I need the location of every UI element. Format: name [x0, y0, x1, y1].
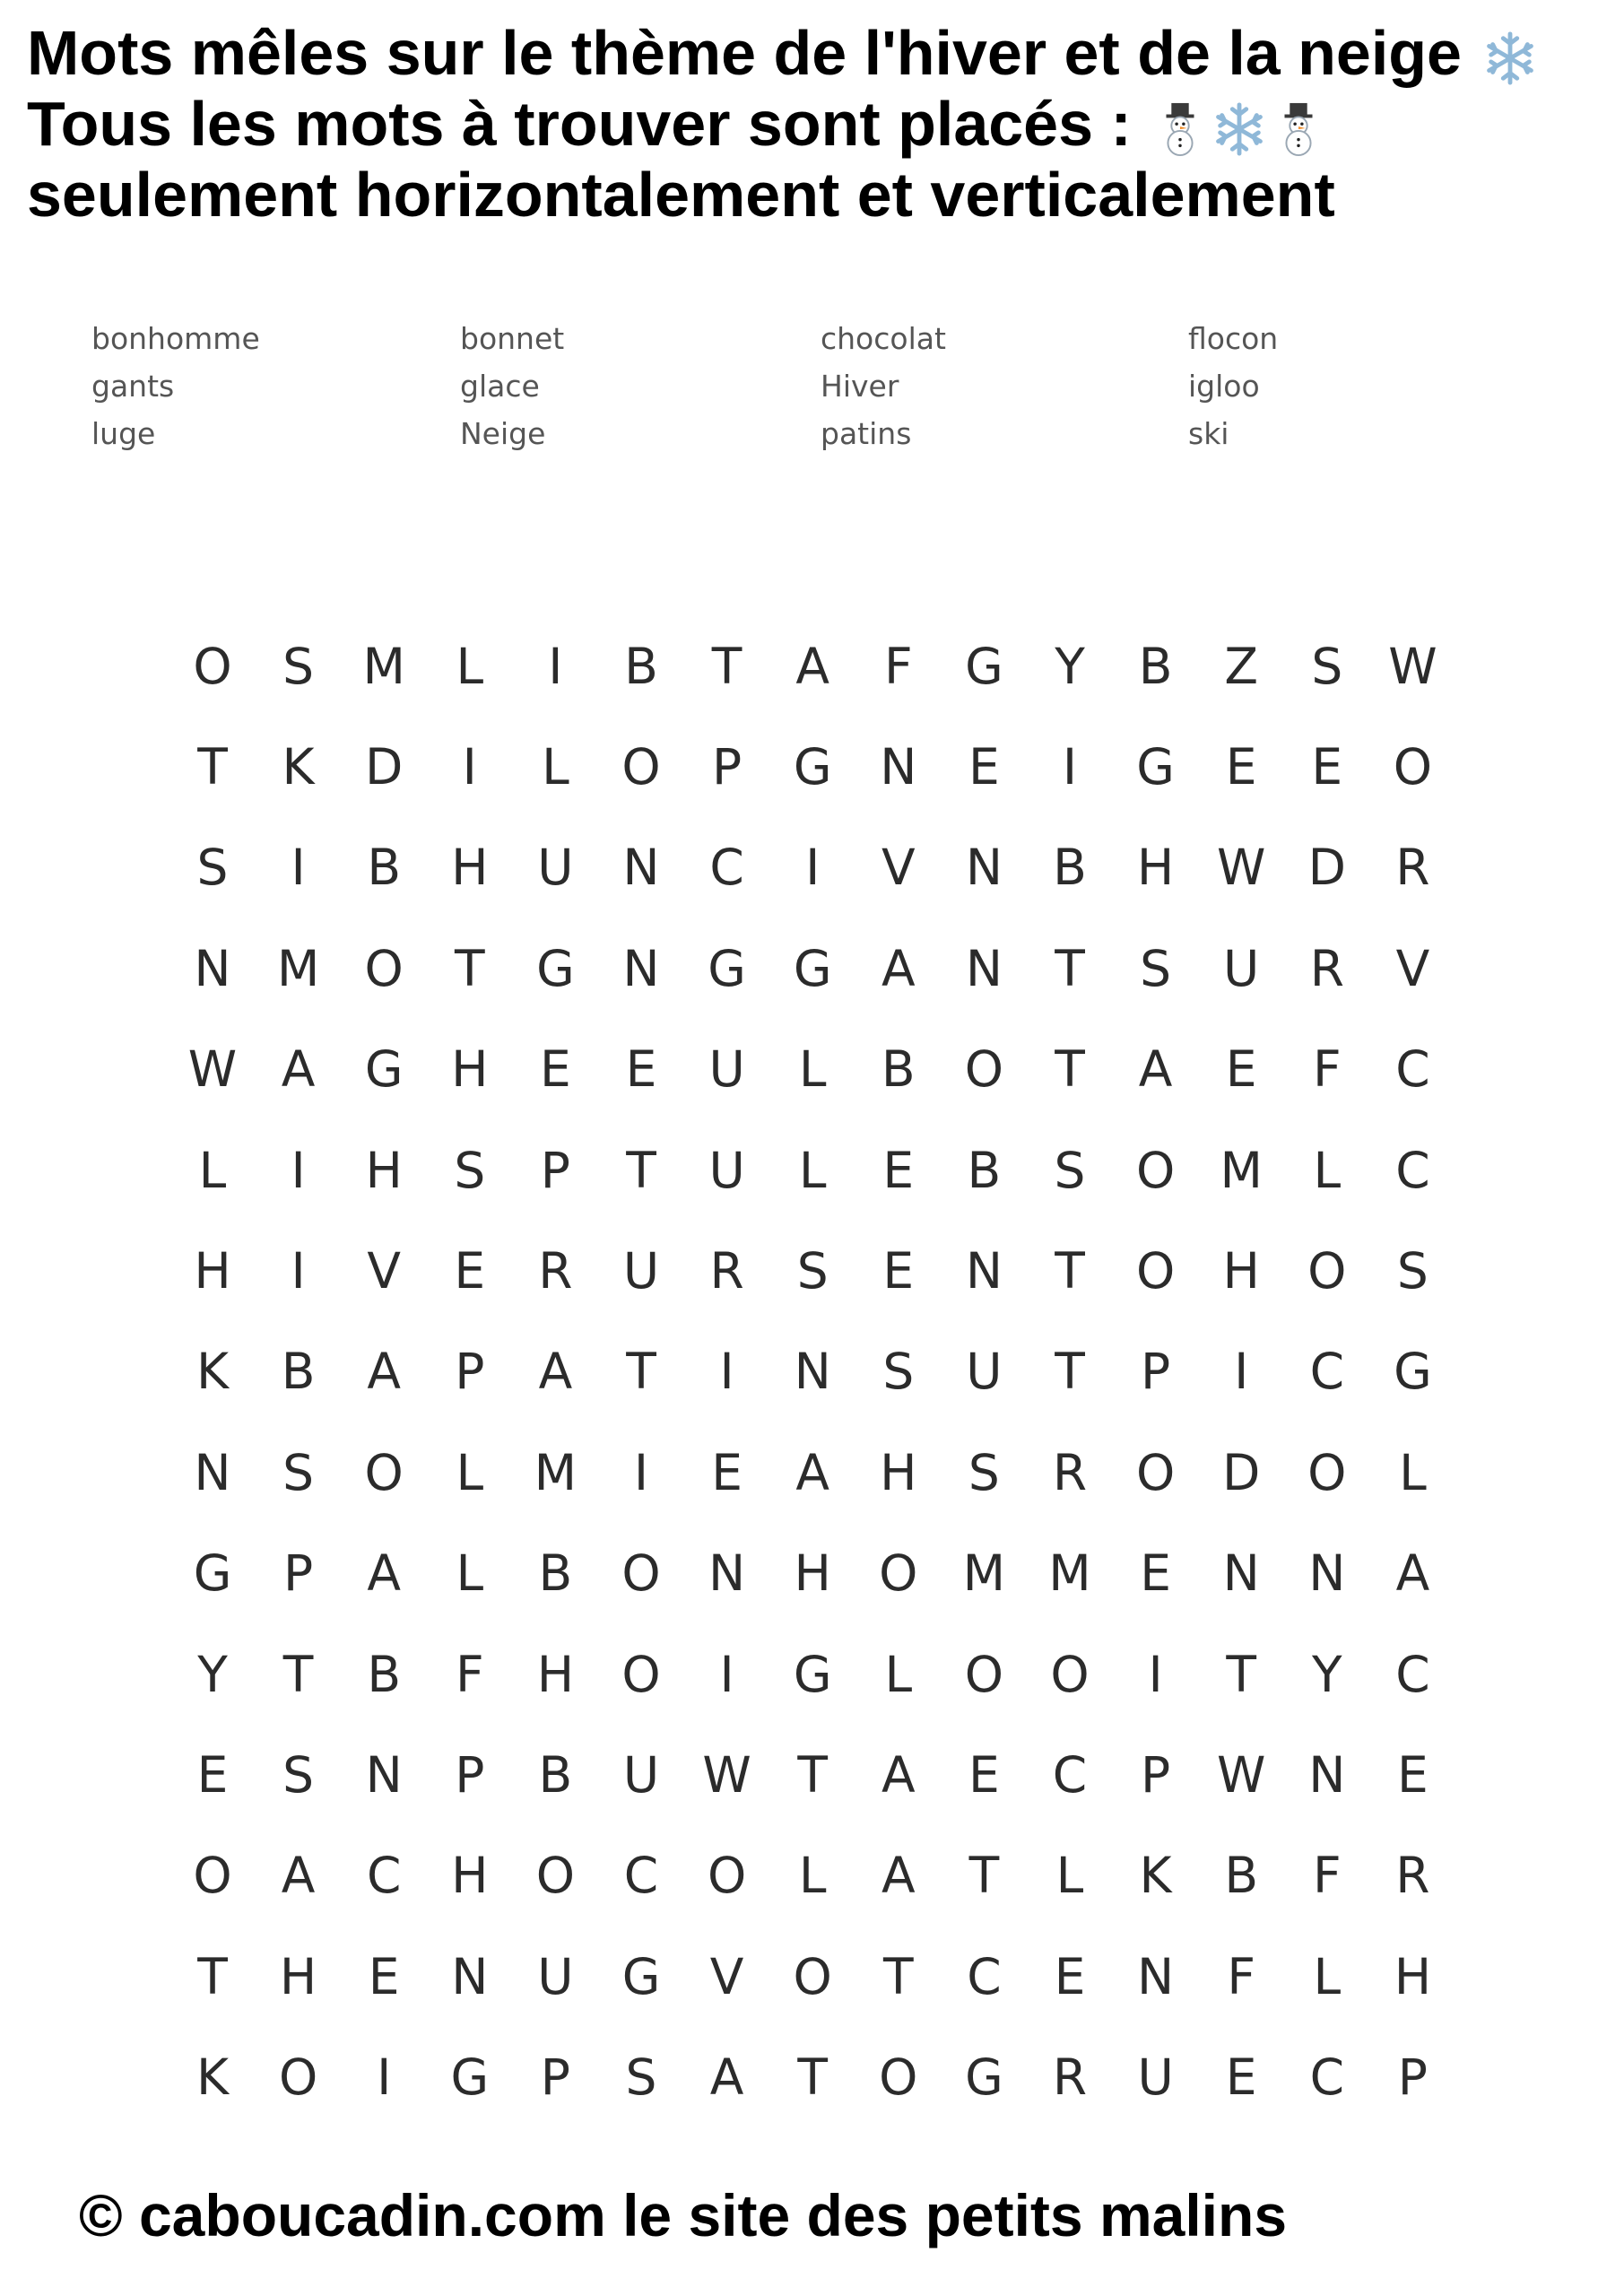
grid-cell[interactable]: H [1136, 839, 1175, 897]
grid-cell[interactable]: D [1307, 839, 1346, 897]
grid-cell[interactable]: P [1397, 2048, 1428, 2107]
grid-cell[interactable]: G [450, 2048, 490, 2107]
grid-cell[interactable]: E [968, 737, 1000, 796]
grid-cell[interactable]: B [538, 1544, 573, 1603]
grid-cell[interactable]: N [708, 1544, 746, 1603]
grid-cell[interactable]: O [1135, 1141, 1176, 1199]
grid-cell[interactable]: O [964, 1645, 1004, 1703]
grid-cell[interactable]: K [195, 1343, 230, 1401]
grid-cell[interactable]: S [196, 839, 229, 897]
grid-cell[interactable]: A [881, 939, 916, 997]
grid-cell[interactable]: A [281, 1040, 316, 1099]
grid-cell[interactable]: I [291, 839, 306, 897]
grid-cell[interactable]: O [621, 1544, 661, 1603]
grid-cell[interactable]: Z [1224, 637, 1259, 695]
grid-cell[interactable]: A [795, 637, 829, 695]
grid-cell[interactable]: N [622, 939, 660, 997]
grid-cell[interactable]: B [538, 1745, 573, 1804]
grid-cell[interactable]: W [187, 1040, 238, 1099]
grid-cell[interactable]: P [540, 1141, 570, 1199]
grid-cell[interactable]: S [625, 2048, 657, 2107]
grid-cell[interactable]: G [793, 939, 832, 997]
grid-cell[interactable]: D [365, 737, 404, 796]
grid-cell[interactable]: I [462, 737, 477, 796]
grid-cell[interactable]: S [1311, 637, 1343, 695]
grid-cell[interactable]: O [1050, 1645, 1090, 1703]
grid-cell[interactable]: E [882, 1241, 915, 1300]
word-list-item: luge [91, 416, 156, 451]
grid-cell[interactable]: R [1052, 1443, 1088, 1501]
word-list-item: ski [1188, 416, 1229, 451]
grid-cell[interactable]: O [278, 2048, 318, 2107]
grid-cell[interactable]: I [1148, 1645, 1163, 1703]
grid-cell[interactable]: S [796, 1241, 829, 1300]
word-list-item: Hiver [821, 369, 899, 404]
grid-cell[interactable]: O [707, 1847, 747, 1905]
word-list [0, 321, 1624, 474]
grid-cell[interactable]: B [367, 839, 402, 897]
grid-cell[interactable]: N [1308, 1544, 1346, 1603]
grid-cell[interactable]: O [1307, 1443, 1347, 1501]
grid-cell[interactable]: L [456, 1544, 484, 1603]
grid-cell[interactable]: M [534, 1443, 578, 1501]
grid-cell[interactable]: R [1052, 2048, 1088, 2107]
grid-cell[interactable]: O [1307, 1241, 1347, 1300]
grid-cell[interactable]: E [711, 1443, 743, 1501]
grid-cell[interactable]: H [279, 1947, 317, 2005]
grid-cell[interactable]: M [1048, 1544, 1091, 1603]
grid-cell[interactable]: O [621, 1645, 661, 1703]
grid-cell[interactable]: Y [197, 1645, 228, 1703]
grid-cell[interactable]: T [882, 1947, 914, 2005]
grid-cell[interactable]: N [965, 939, 1003, 997]
grid-cell[interactable]: F [455, 1645, 484, 1703]
grid-cell[interactable]: I [291, 1141, 306, 1199]
grid-cell[interactable]: N [622, 839, 660, 897]
grid-cell[interactable]: G [793, 1645, 832, 1703]
grid-cell[interactable]: E [625, 1040, 657, 1099]
title-line-2 [27, 89, 1605, 160]
grid-cell[interactable]: N [1137, 1947, 1175, 2005]
grid-cell[interactable]: O [1393, 737, 1433, 796]
snowflake-icon [1211, 101, 1267, 157]
grid-cell[interactable]: H [536, 1645, 575, 1703]
grid-cell[interactable]: N [1222, 1544, 1260, 1603]
grid-cell[interactable]: I [805, 839, 821, 897]
grid-cell[interactable]: H [451, 1040, 489, 1099]
grid-cell[interactable]: O [1135, 1241, 1176, 1300]
grid-cell[interactable]: R [709, 1241, 744, 1300]
grid-cell[interactable]: T [1055, 1343, 1085, 1401]
grid-cell[interactable]: L [798, 1141, 827, 1199]
grid-cell[interactable]: S [282, 1745, 315, 1804]
grid-cell[interactable]: F [883, 637, 913, 695]
grid-cell[interactable]: T [797, 2048, 828, 2107]
grid-cell[interactable]: T [626, 1343, 656, 1401]
grid-cell[interactable]: G [364, 1040, 404, 1099]
grid-cell[interactable]: W [1216, 1745, 1266, 1804]
word-list-item: patins [821, 416, 912, 451]
grid-cell[interactable]: A [1138, 1040, 1173, 1099]
footer-copyright: © caboucadin.com le site des petits malins [79, 2182, 1288, 2248]
snowflake-icon [1482, 30, 1538, 86]
grid-cell[interactable]: R [538, 1241, 573, 1300]
grid-cell[interactable]: F [1227, 1947, 1255, 2005]
grid-cell[interactable]: H [194, 1241, 231, 1300]
grid-cell[interactable]: U [622, 1241, 660, 1300]
grid-cell[interactable]: B [367, 1645, 402, 1703]
grid-cell[interactable]: I [1062, 737, 1078, 796]
grid-cell[interactable]: P [283, 1544, 314, 1603]
grid-cell[interactable]: H [880, 1443, 917, 1501]
grid-cell[interactable]: C [1309, 2048, 1344, 2107]
grid-cell[interactable]: G [1394, 1343, 1432, 1401]
grid-cell[interactable]: O [364, 1443, 404, 1501]
grid-cell[interactable]: L [542, 737, 569, 796]
grid-cell[interactable]: B [1053, 839, 1087, 897]
grid-cell[interactable]: T [197, 1947, 228, 2005]
grid-cell[interactable]: T [1055, 939, 1085, 997]
grid-cell[interactable]: V [1395, 939, 1430, 997]
grid-cell[interactable]: A [281, 1847, 316, 1905]
grid-cell[interactable]: U [537, 1947, 574, 2005]
grid-cell[interactable]: D [1222, 1443, 1261, 1501]
grid-cell[interactable]: S [1054, 1141, 1086, 1199]
title-line-1-text: Mots mêles sur le thème de l'hiver et de la neige [27, 18, 1462, 88]
grid-cell[interactable]: Y [1055, 637, 1085, 695]
grid-cell[interactable]: A [367, 1544, 401, 1603]
grid-cell[interactable]: W [1388, 637, 1437, 695]
grid-cell[interactable]: E [1140, 1544, 1171, 1603]
grid-cell[interactable]: N [451, 1947, 489, 2005]
grid-cell[interactable]: C [1395, 1141, 1430, 1199]
grid-cell[interactable]: C [1395, 1040, 1430, 1099]
grid-cell[interactable]: Y [1311, 1645, 1342, 1703]
grid-cell[interactable]: I [291, 1241, 306, 1300]
grid-cell[interactable]: W [1216, 839, 1266, 897]
grid-cell[interactable]: L [1313, 1141, 1342, 1199]
grid-cell[interactable]: I [548, 637, 563, 695]
grid-cell[interactable]: A [1395, 1544, 1430, 1603]
grid-cell[interactable]: I [719, 1343, 734, 1401]
title-line-1 [27, 18, 1605, 89]
grid-cell[interactable]: T [282, 1645, 314, 1703]
grid-cell[interactable]: R [1395, 839, 1430, 897]
title-line-3: seulement horizontalement et verticalement [27, 160, 1335, 230]
grid-cell[interactable]: H [794, 1544, 831, 1603]
grid-cell[interactable]: N [194, 939, 231, 997]
grid-cell[interactable]: L [456, 1443, 484, 1501]
grid-cell[interactable]: T [968, 1847, 1000, 1905]
snowman-icon [1152, 101, 1208, 157]
grid-cell[interactable]: A [881, 1745, 916, 1804]
grid-cell[interactable]: B [624, 637, 658, 695]
word-list-item: Neige [460, 416, 546, 451]
grid-cell[interactable]: N [880, 737, 917, 796]
grid-cell[interactable]: T [197, 737, 228, 796]
grid-cell[interactable]: M [962, 1544, 1006, 1603]
word-list-item: glace [460, 369, 540, 404]
grid-cell[interactable]: N [965, 839, 1003, 897]
grid-cell[interactable]: T [454, 939, 485, 997]
grid-cell[interactable]: G [965, 2048, 1003, 2107]
grid-cell[interactable]: T [797, 1745, 828, 1804]
grid-cell[interactable]: A [795, 1443, 829, 1501]
grid-cell[interactable]: H [451, 839, 489, 897]
grid-cell[interactable]: I [1234, 1343, 1249, 1401]
grid-cell[interactable]: P [1141, 1343, 1171, 1401]
grid-cell[interactable]: P [712, 737, 743, 796]
grid-cell[interactable]: N [965, 1241, 1003, 1300]
grid-cell[interactable]: O [879, 2048, 918, 2107]
grid-cell[interactable]: N [794, 1343, 831, 1401]
word-list-item: gants [91, 369, 175, 404]
word-list-item: bonhomme [91, 321, 260, 356]
word-list-item: bonnet [460, 321, 565, 356]
grid-cell[interactable]: G [708, 939, 746, 997]
grid-cell[interactable]: U [708, 1040, 745, 1099]
grid-cell[interactable]: S [1396, 1241, 1429, 1300]
grid-cell[interactable]: L [198, 1141, 227, 1199]
grid-cell[interactable]: B [1224, 1847, 1259, 1905]
grid-cell[interactable]: C [709, 839, 744, 897]
grid-cell[interactable]: G [621, 1947, 661, 2005]
grid-cell[interactable]: G [965, 637, 1003, 695]
grid-cell[interactable]: N [194, 1443, 231, 1501]
grid-cell[interactable]: P [540, 2048, 570, 2107]
grid-cell[interactable]: B [1138, 637, 1173, 695]
grid-cell[interactable]: C [366, 1847, 402, 1905]
grid-cell[interactable]: S [1140, 939, 1172, 997]
grid-cell[interactable]: O [1135, 1443, 1176, 1501]
grid-cell[interactable]: H [451, 1847, 489, 1905]
grid-cell[interactable]: B [967, 1141, 1002, 1199]
grid-cell[interactable]: M [276, 939, 320, 997]
grid-cell[interactable]: T [626, 1141, 656, 1199]
grid-cell[interactable]: F [1312, 1040, 1342, 1099]
grid-cell[interactable]: H [1222, 1241, 1260, 1300]
grid-cell[interactable]: V [367, 1241, 401, 1300]
grid-cell[interactable]: G [793, 737, 832, 796]
grid-cell[interactable]: I [719, 1645, 734, 1703]
snowman-icon [1271, 101, 1326, 157]
grid-cell[interactable]: O [193, 1847, 232, 1905]
grid-cell[interactable]: A [881, 1847, 916, 1905]
grid-cell[interactable]: S [882, 1343, 915, 1401]
grid-cell[interactable]: L [456, 637, 484, 695]
grid-cell[interactable]: V [709, 1947, 744, 2005]
grid-cell[interactable]: N [1308, 1745, 1346, 1804]
grid-cell[interactable]: O [964, 1040, 1004, 1099]
word-list-item: flocon [1188, 321, 1279, 356]
grid-cell[interactable]: I [633, 1443, 649, 1501]
grid-cell[interactable]: T [1055, 1241, 1085, 1300]
grid-cell[interactable]: U [966, 1343, 1003, 1401]
grid-cell[interactable]: A [367, 1343, 401, 1401]
grid-cell[interactable]: V [881, 839, 916, 897]
letter-grid [0, 619, 1624, 2152]
grid-cell[interactable]: E [1311, 737, 1343, 796]
grid-cell[interactable]: S [282, 637, 315, 695]
grid-cell[interactable]: K [195, 2048, 230, 2107]
grid-cell[interactable]: L [1313, 1947, 1342, 2005]
grid-cell[interactable]: O [879, 1544, 918, 1603]
grid-cell[interactable]: K [1139, 1847, 1172, 1905]
grid-cell[interactable]: K [282, 737, 315, 796]
grid-cell[interactable]: U [1137, 2048, 1174, 2107]
grid-cell[interactable]: E [1054, 1947, 1086, 2005]
grid-cell[interactable]: T [1226, 1645, 1256, 1703]
grid-cell[interactable]: T [1055, 1040, 1085, 1099]
grid-cell[interactable]: G [536, 939, 575, 997]
grid-cell[interactable]: E [368, 1947, 400, 2005]
grid-cell[interactable]: G [1136, 737, 1175, 796]
grid-cell[interactable]: E [968, 1745, 1000, 1804]
grid-cell[interactable]: T [711, 637, 743, 695]
grid-cell[interactable]: C [1395, 1645, 1430, 1703]
grid-cell[interactable]: P [455, 1343, 485, 1401]
grid-cell[interactable]: L [798, 1847, 827, 1905]
grid-cell[interactable]: C [967, 1947, 1002, 2005]
word-list-item: chocolat [821, 321, 946, 356]
grid-cell[interactable]: O [364, 939, 404, 997]
grid-cell[interactable]: C [623, 1847, 659, 1905]
grid-cell[interactable]: H [1394, 1947, 1432, 2005]
grid-cell[interactable]: N [365, 1745, 403, 1804]
grid-cell[interactable]: E [1225, 2048, 1257, 2107]
grid-cell[interactable]: U [1223, 939, 1260, 997]
grid-cell[interactable]: S [454, 1141, 486, 1199]
grid-cell[interactable]: F [1312, 1847, 1342, 1905]
grid-cell[interactable]: L [1055, 1847, 1084, 1905]
grid-cell[interactable]: H [365, 1141, 403, 1199]
grid-cell[interactable]: U [708, 1141, 745, 1199]
grid-cell[interactable]: S [282, 1443, 315, 1501]
word-list-item: igloo [1188, 369, 1260, 404]
grid-cell[interactable]: G [193, 1544, 232, 1603]
grid-cell[interactable]: B [281, 1343, 316, 1401]
grid-cell[interactable]: O [793, 1947, 832, 2005]
grid-cell[interactable]: E [1397, 1745, 1429, 1804]
grid-cell[interactable]: U [622, 1745, 660, 1804]
title-line-2-text: Tous les mots à trouver sont placés : [27, 89, 1132, 159]
grid-cell[interactable]: E [1225, 737, 1257, 796]
grid-cell[interactable]: C [1052, 1745, 1088, 1804]
grid-cell[interactable]: P [455, 1745, 485, 1804]
grid-cell[interactable]: P [1141, 1745, 1171, 1804]
grid-cell[interactable]: W [702, 1745, 751, 1804]
grid-cell[interactable]: E [1225, 1040, 1257, 1099]
grid-cell[interactable]: O [621, 737, 661, 796]
grid-cell[interactable]: O [535, 1847, 576, 1905]
page-title [27, 18, 1605, 230]
grid-cell[interactable]: R [1395, 1847, 1430, 1905]
grid-cell[interactable]: L [884, 1645, 913, 1703]
grid-cell[interactable]: A [538, 1343, 573, 1401]
grid-cell[interactable]: M [1220, 1141, 1263, 1199]
grid-cell[interactable]: C [1309, 1343, 1344, 1401]
grid-cell[interactable]: R [1309, 939, 1344, 997]
grid-cell[interactable]: I [377, 2048, 392, 2107]
grid-cell[interactable]: L [798, 1040, 827, 1099]
grid-cell[interactable]: B [881, 1040, 916, 1099]
grid-cell[interactable]: S [968, 1443, 1000, 1501]
grid-cell[interactable]: E [540, 1040, 571, 1099]
grid-cell[interactable]: O [193, 637, 232, 695]
grid-cell[interactable]: E [882, 1141, 915, 1199]
grid-cell[interactable]: A [709, 2048, 744, 2107]
grid-cell[interactable]: M [362, 637, 405, 695]
grid-cell[interactable]: L [1399, 1443, 1427, 1501]
grid-cell[interactable]: E [196, 1745, 229, 1804]
grid-cell[interactable]: E [454, 1241, 486, 1300]
grid-cell[interactable]: U [537, 839, 574, 897]
